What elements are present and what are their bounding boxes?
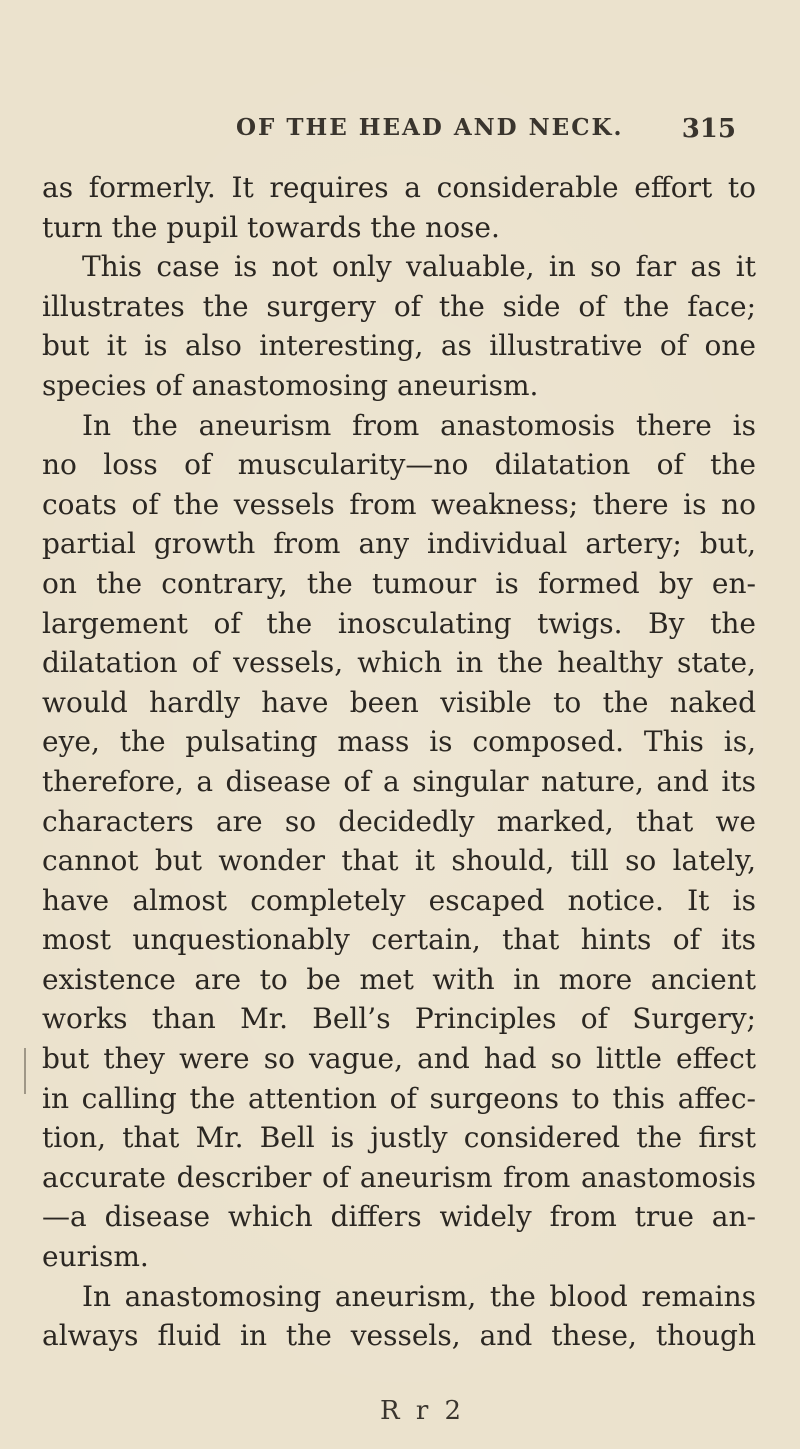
text-line: existence are to be met with in more ancient: [42, 962, 756, 996]
text-line: In the aneurism from anastomosis there is: [82, 408, 756, 442]
text-line: in calling the attention of surgeons to this affec-: [42, 1081, 756, 1115]
body-text: [42, 168, 756, 1356]
text-line: eye, the pulsating mass is composed. This is,: [42, 725, 756, 759]
text-line: coats of the vessels from weakness; there is no: [42, 487, 756, 521]
text-line: have almost completely escaped notice. It is: [42, 883, 756, 917]
text-line: —a disease which differs widely from true an-: [42, 1200, 756, 1234]
text-line: most unquestionably certain, that hints of its: [42, 923, 756, 957]
text-line: always fluid in the vessels, and these, though: [42, 1319, 756, 1353]
signature-mark: R r 2: [380, 1396, 466, 1426]
text-line: turn the pupil towards the nose.: [42, 210, 500, 244]
text-line: dilatation of vessels, which in the healthy state,: [42, 646, 756, 680]
text-line: no loss of muscularity—no dilatation of the: [42, 448, 756, 482]
text-line: illustrates the surgery of the side of the face;: [42, 289, 756, 323]
text-line: partial growth from any individual artery; but,: [42, 527, 756, 561]
running-head: [236, 114, 736, 146]
text-line: therefore, a disease of a singular nature, and its: [42, 764, 756, 798]
text-line: tion, that Mr. Bell is justly considered the first: [42, 1121, 756, 1155]
text-line: In anastomosing aneurism, the blood remains: [82, 1279, 756, 1313]
text-line: characters are so decidedly marked, that we: [42, 804, 756, 838]
page-number: 315: [681, 114, 736, 144]
text-line: eurism.: [42, 1240, 149, 1274]
text-line: as formerly. It requires a considerable effort to: [42, 171, 756, 204]
text-line: would hardly have been visible to the naked: [42, 685, 756, 719]
text-line: on the contrary, the tumour is formed by en-: [42, 566, 756, 600]
text-line: but it is also interesting, as illustrative of one: [42, 329, 756, 363]
text-line: works than Mr. Bell’s Principles of Surgery;: [42, 1002, 756, 1036]
text-line: cannot but wonder that it should, till so lately,: [42, 844, 756, 878]
text-line: largement of the inosculating twigs. By the: [42, 606, 756, 640]
text-line: species of anastomosing aneurism.: [42, 368, 539, 402]
margin-mark: [24, 1048, 26, 1094]
text-line: This case is not only valuable, in so far as it: [82, 250, 756, 284]
running-title: OF THE HEAD AND NECK.: [236, 114, 624, 141]
text-line: accurate describer of aneurism from anastomosis: [42, 1160, 756, 1194]
text-line: but they were so vague, and had so little effect: [42, 1042, 756, 1076]
